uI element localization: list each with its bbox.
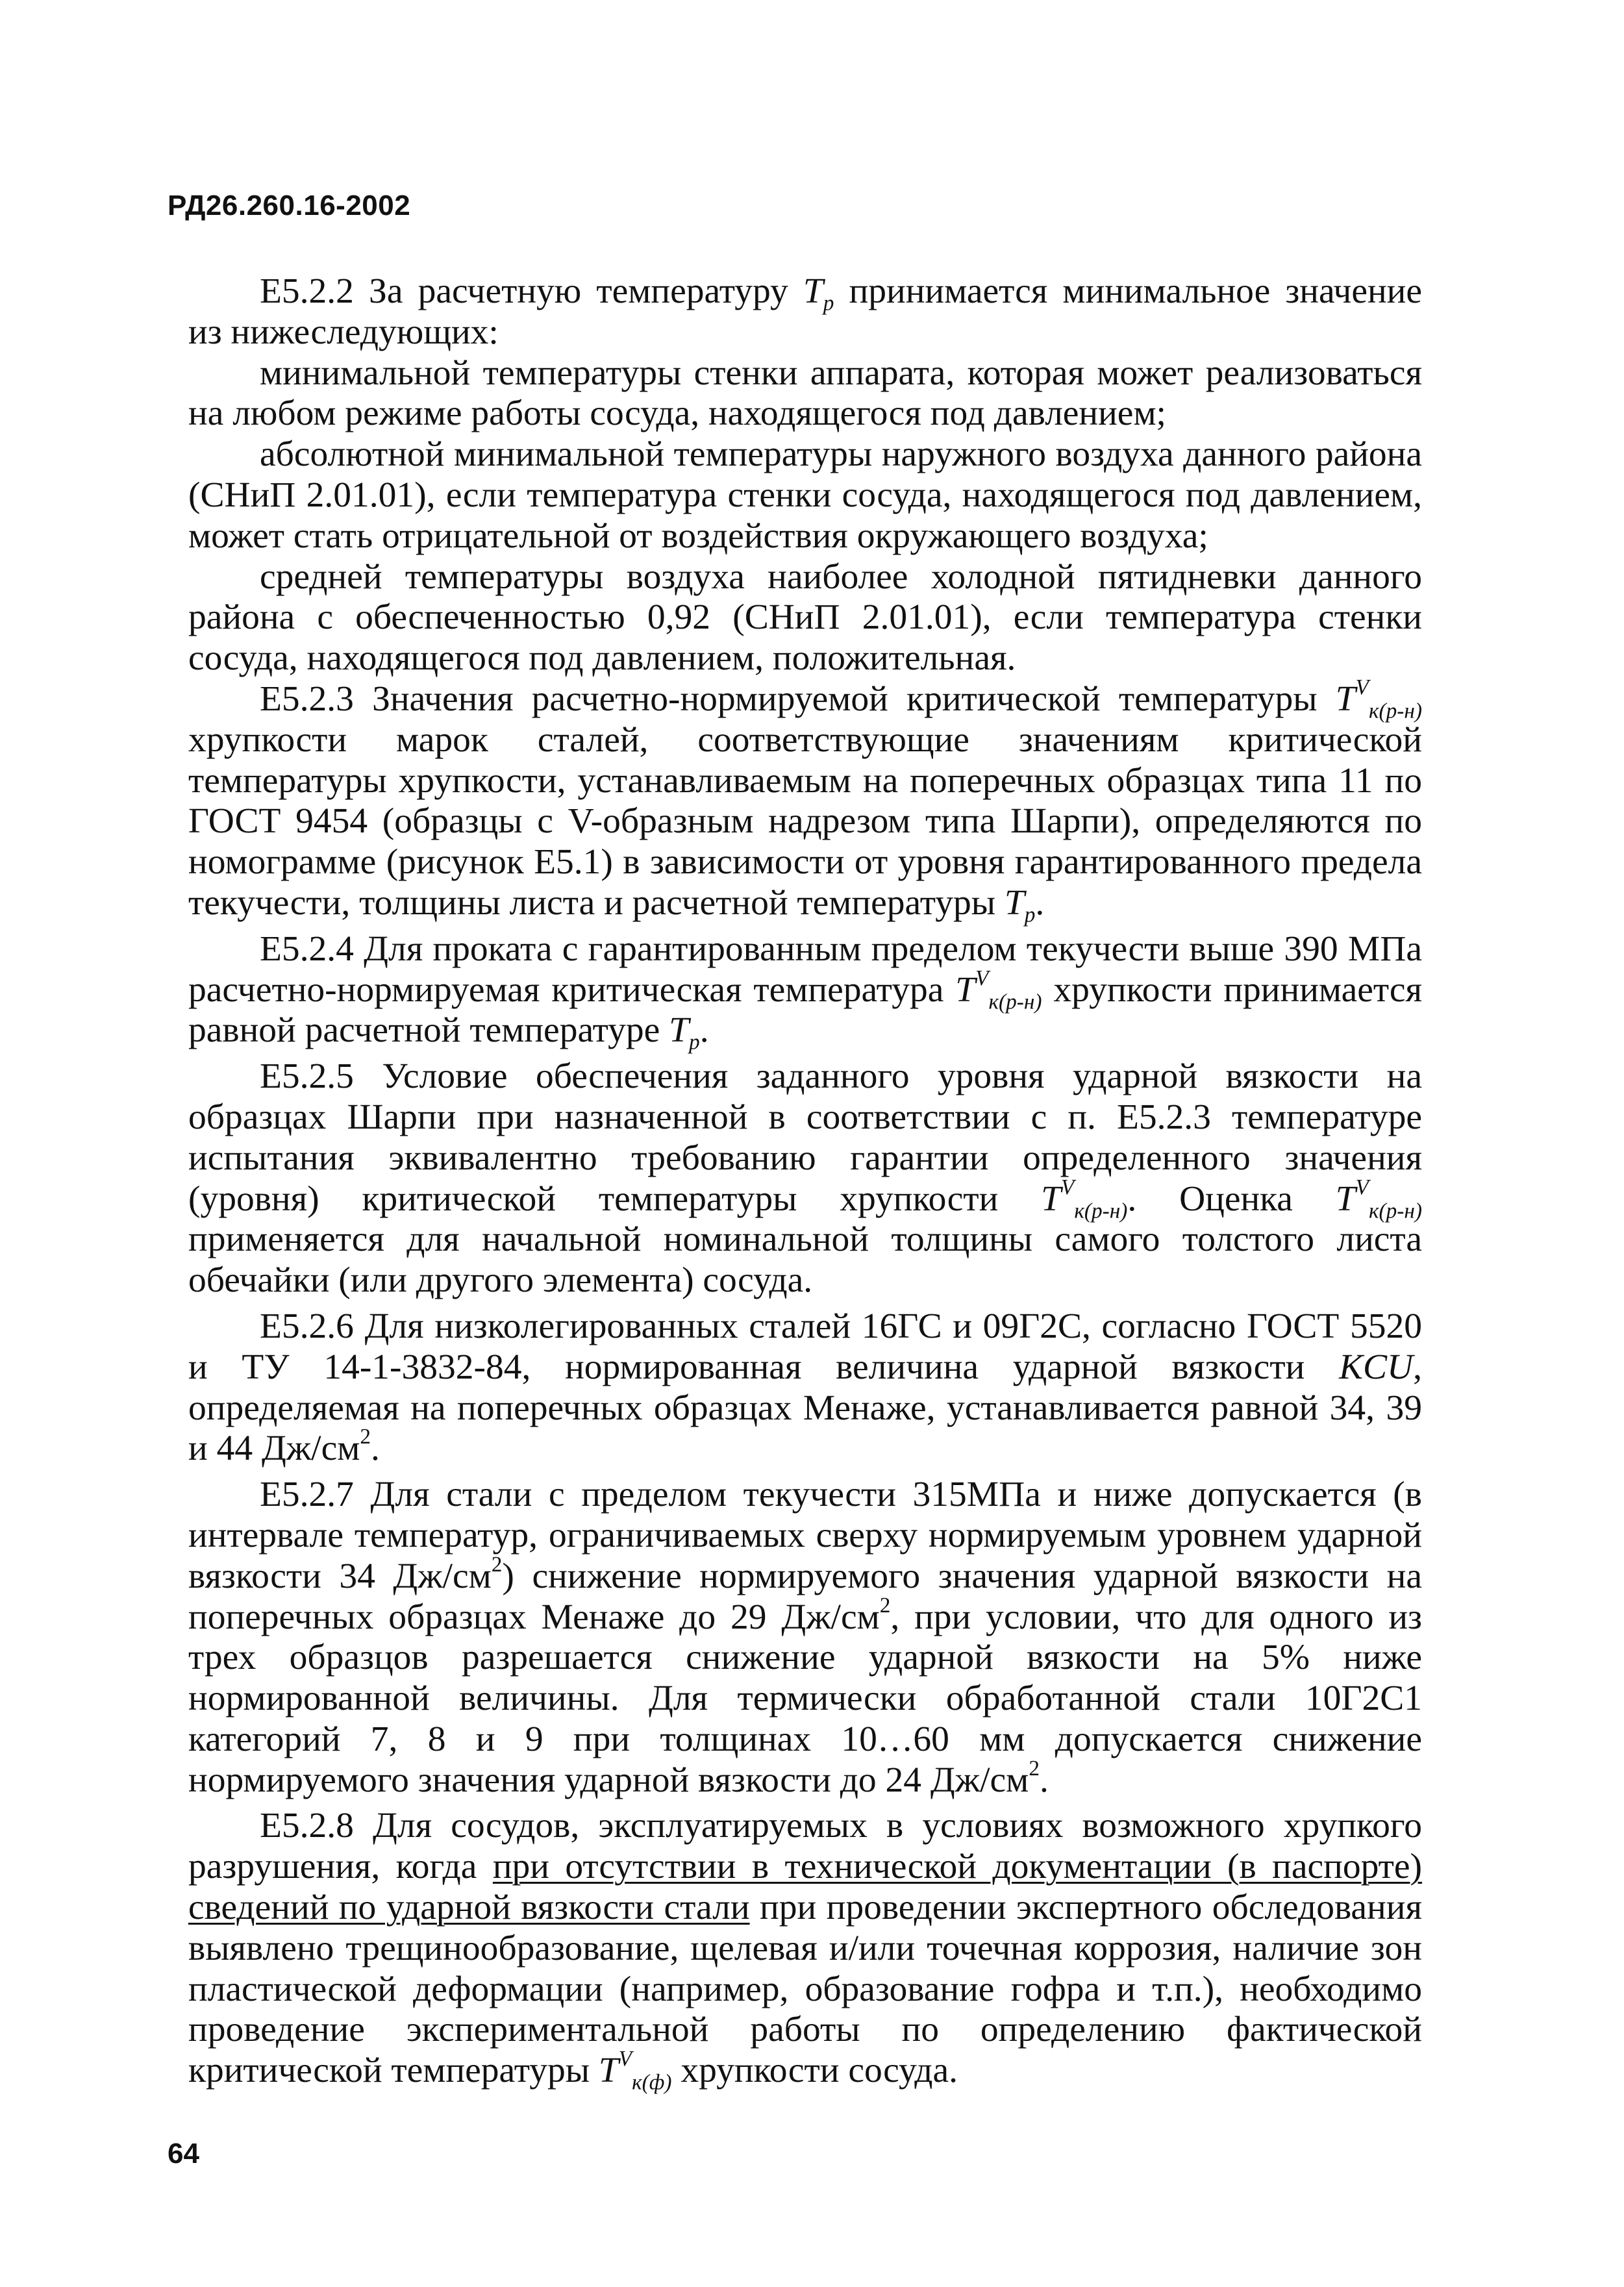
text-run: , при условии, что для одного из трех образцов разрешается снижение ударной вязкости на 5% ниже нормированной величины. Для термически обработанной стали 10Г2С1 категорий 7, 8 и 9 при толщинах 10…60 мм допускается снижение нормируемого значения ударной вязкости до 24 Дж/см [188, 1597, 1422, 1800]
unit-superscript: 2 [879, 1593, 891, 1618]
unit-superscript: 2 [491, 1552, 503, 1577]
symbol-tv-k-rn: $T^V_{к(р-н)}$ [1335, 675, 1422, 723]
text-run: Е5.2.2 За расчетную температуру [260, 271, 803, 311]
paragraph-e5-2-5 [188, 1056, 1422, 1301]
paragraph-e5-2-8 [188, 1806, 1422, 2095]
text-run: Е5.2.8 Для сосудов, эксплуатируемых в условиях возможного хрупкого разрушения, когда [188, 1806, 1422, 1887]
text-run: Е5.2.4 Для проката с гарантированным пределом текучести выше 390 МПа расчетно-нормируемая критическая температура [188, 929, 1422, 1010]
unit-superscript: 2 [360, 1425, 371, 1449]
text-run: Е5.2.5 Условие обеспечения заданного уровня ударной вязкости на образцах Шарпи при назначенной в соответствии с п. Е5.2.3 температуре испытания эквивалентно требованию гарантии определенного значения (уровня) критической температуры хрупкости [188, 1056, 1422, 1219]
paragraph-e5-2-2 [188, 271, 1422, 353]
text-run: , определяемая на поперечных образцах Менаже, устанавливается равной 34, 39 и 44 Дж/см [188, 1347, 1422, 1469]
page-number: 64 [168, 2138, 199, 2169]
text-run: принимается минимальное значение из нижеследующих: [188, 271, 1422, 352]
list-item-outdoor-minimum: абсолютной минимальной температуры наружного воздуха данного района (СНиП 2.01.01), если температура стенки сосуда, находящегося под давлением, может стать отрицательной от воздействия окружающего воздуха; [188, 434, 1422, 556]
text-run: хрупкости марок сталей, соответствующие значениям критической температуры хрупкости, устанавливаемым на поперечных образцах типа 11 по ГОСТ 9454 (образцы с V-образным надрезом типа Шарпи), определяются по номограмме (рисунок Е5.1) в зависимости от уровня гарантированного предела текучести, толщины листа и расчетной температуры [188, 719, 1422, 923]
text-run: применяется для начальной номинальной толщины самого толстого листа обечайки (или другого элемента) сосуда. [188, 1219, 1422, 1301]
text-run: Е5.2.6 Для низколегированных сталей 16ГС и 09Г2С, согласно ГОСТ 5520 и ТУ 14-1-3832-84, нормированная величина ударной вязкости [188, 1306, 1422, 1387]
symbol-tp: $T_р$ [1004, 882, 1036, 927]
text-run: . Оценка [1127, 1179, 1336, 1219]
paragraph-e5-2-7: Е5.2.7 Для стали с пределом текучести 315МПа и ниже допускается (в интервале температур, ограничиваемых сверху нормируемым уровнем ударной вязкости 34 $Дж/см^2$) снижение нормируемого значения ударной вязкости на поперечных образцах Менаже до 29 $Дж/см^2$, при условии, что для одного из трех образцов разрешается снижение ударной вязкости на 5% ниже нормированной величины. Для термически обработанной стали 10Г2С1 категорий 7, 8 и 9 при толщинах 10…60 мм допускается снижение нормируемого значения ударной вязкости до 24 $Дж/см^2$. [188, 1475, 1423, 1800]
symbol-tv-k-rn: $T^V_{к(р-н)}$ [955, 966, 1042, 1014]
text-run: ) снижение нормируемого значения ударной вязкости на поперечных образцах Менаже до 29 Дж/см [188, 1556, 1423, 1637]
symbol-tv-k-f: $T^V_{к(ф)}$ [598, 2047, 672, 2095]
paragraph-e5-2-4: Е5.2.4 Для проката с гарантированным пределом текучести выше 390 МПа расчетно-нормируемая критическая температура $T^V_{к(р-н)}$ хрупкости принимается равной расчетной температуре $T_р$. [188, 929, 1422, 1055]
list-item-coldest-five-day: средней температуры воздуха наиболее холодной пятидневки данного района с обеспеченностью 0,92 (СНиП 2.01.01), если температура стенки сосуда, находящегося под давлением, положительная. [188, 556, 1422, 679]
underlined-phrase: при отсутствии в технической документации (в паспорте) сведений по ударной вязкости стали [188, 1847, 1422, 1928]
symbol-tv-k-rn: $T^V_{к(р-н)}$ [1041, 1175, 1128, 1223]
paragraph-e5-2-6: Е5.2.6 Для низколегированных сталей 16ГС и 09Г2С, согласно ГОСТ 5520 и ТУ 14-1-3832-84, нормированная величина ударной вязкости KCU, определяемая на поперечных образцах Менаже, устанавливается равной 34, 39 и 44 $Дж/см^2$. [188, 1306, 1422, 1469]
symbol-tp: $T_р$ [669, 1010, 700, 1055]
paragraph-e5-2-3: Е5.2.3 Значения расчетно-нормируемой критической температуры $T^V_{к(р-н)}$ хрупкости марок сталей, соответствующие значениям критической температуры хрупкости, устанавливаемым на поперечных образцах типа 11 по ГОСТ 9454 (образцы с V-образным надрезом типа Шарпи), определяются по номограмме (рисунок Е5.1) в зависимости от уровня гарантированного предела текучести, толщины листа и расчетной температуры $T_р$. [188, 675, 1422, 927]
document-body [188, 271, 1423, 2095]
text-run: Е5.2.7 Для стали с пределом текучести 315МПа и ниже допускается (в интервале температур, ограничиваемых сверху нормируемым уровнем ударной вязкости 34 Дж/см [188, 1475, 1422, 1596]
unit-superscript: 2 [1029, 1756, 1040, 1781]
symbol-kcu: KCU [1339, 1347, 1414, 1387]
text-run: хрупкости сосуда. [671, 2051, 958, 2091]
symbol-tp: $T_р$ [803, 271, 834, 316]
text-run: при проведении экспертного обследования выявлено трещинообразование, щелевая и/или точечная коррозия, наличие зон пластической деформации (например, образование гофра и т.п.), необходимо проведение экспериментальной работы по определению фактической критической температуры [188, 1888, 1422, 2091]
text-run: Е5.2.3 Значения расчетно-нормируемой критической температуры [260, 679, 1336, 719]
list-item-wall-temperature: минимальной температуры стенки аппарата, которая может реализоваться на любом режиме работы сосуда, находящегося под давлением; [188, 353, 1422, 434]
symbol-tv-k-rn: $T^V_{к(р-н)}$ [1335, 1175, 1422, 1223]
text-run: хрупкости принимается равной расчетной температуре [188, 969, 1422, 1051]
document-code-header: РД26.260.16-2002 [168, 190, 411, 221]
